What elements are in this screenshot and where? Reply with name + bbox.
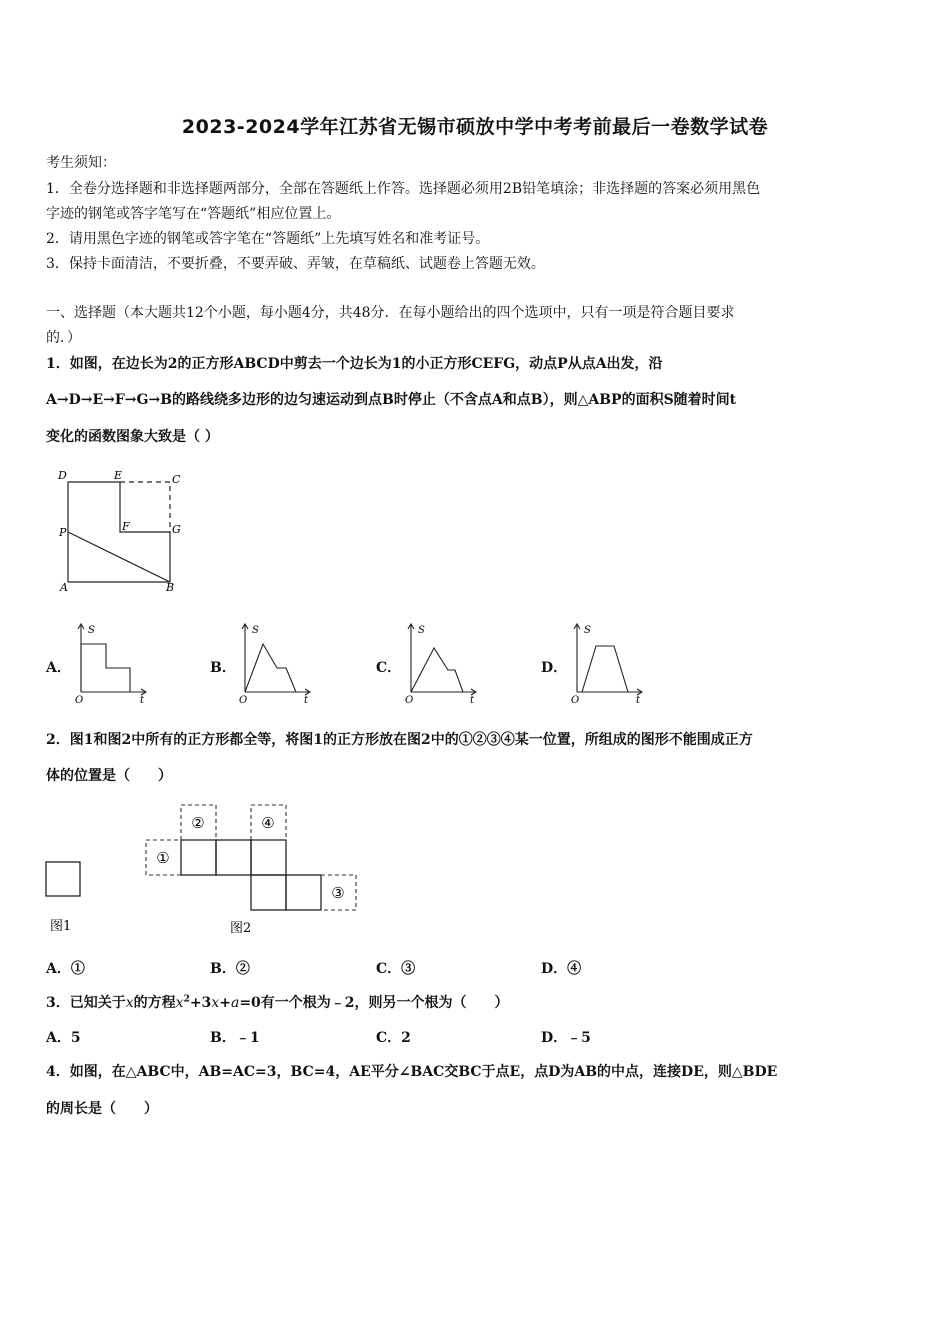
section-heading-cont: 的．） <box>46 330 81 346</box>
q1-graph-b <box>236 620 316 704</box>
graph-t-label: t <box>304 695 309 704</box>
q2-option-d[interactable]: D．④ <box>541 961 582 977</box>
position-3-label: ③ <box>331 884 345 902</box>
q1-graph-d <box>568 620 648 704</box>
graph-s-label: S <box>418 625 425 636</box>
q1-graph-c <box>402 620 482 704</box>
graph-t-label: t <box>140 695 145 704</box>
page-title: 2023-2024学年江苏省无锡市硕放中学中考考前最后一卷数学试卷 <box>181 116 769 138</box>
q1-text: 1．如图，在边长为2的正方形ABCD中剪去一个边长为1的小正方形CEFG，动点P从点A出发，沿 <box>46 356 663 372</box>
q2-figures <box>40 798 370 940</box>
q2-text: 体的位置是（ ） <box>46 768 172 784</box>
q1-option-a[interactable]: A． <box>46 660 71 676</box>
graph-origin-label: O <box>405 695 414 704</box>
q1-option-b[interactable]: B． <box>210 660 236 676</box>
graph-origin-label: O <box>75 695 84 704</box>
q2-text: 2．图1和图2中所有的正方形都全等，将图1的正方形放在图2中的①②③④某一位置，所组成的图形不能围成正方 <box>46 732 753 748</box>
graph-s-label: S <box>584 625 591 636</box>
graph-s-label: S <box>88 625 95 636</box>
label-f: F <box>122 520 130 533</box>
segment-pb <box>68 532 170 582</box>
notice-heading: 考生须知： <box>46 155 116 171</box>
q1-square-figure <box>54 462 194 597</box>
fig1-caption: 图1 <box>50 919 72 934</box>
q1-option-d[interactable]: D． <box>541 660 568 676</box>
label-b: B <box>166 581 175 594</box>
label-d: D <box>58 469 67 482</box>
q1-graph-a <box>72 620 152 704</box>
polygon-outline <box>68 482 170 582</box>
q2-option-c[interactable]: C．③ <box>376 961 416 977</box>
graph-t-label: t <box>470 695 475 704</box>
q1-option-c[interactable]: C． <box>376 660 402 676</box>
position-2-label: ② <box>191 814 205 832</box>
q3-text: 3．已知关于x的方程$x^2+3x+a=0$有一个根为﹣2，则另一个根为（ ） <box>46 994 509 1011</box>
graph-origin-label: O <box>239 695 248 704</box>
label-e: E <box>114 469 123 482</box>
q3-option-d[interactable]: D．﹣5 <box>541 1030 591 1046</box>
q3-option-b[interactable]: B．﹣1 <box>210 1030 260 1046</box>
notice-item: 3．保持卡面清洁，不要折叠，不要弄破、弄皱，在草稿纸、试题卷上答题无效。 <box>46 256 545 272</box>
graph-t-label: t <box>636 695 641 704</box>
q4-text: 的周长是（ ） <box>46 1101 158 1117</box>
fig2-caption: 图2 <box>230 921 252 936</box>
q4-text: 4．如图，在△ABC中，AB=AC=3，BC=4，AE平分∠BAC交BC于点E，点D为AB的中点，连接DE，则△BDE <box>46 1064 778 1080</box>
q3-option-a[interactable]: A．5 <box>46 1030 81 1046</box>
notice-item: 1．全卷分选择题和非选择题两部分，全部在答题纸上作答。选择题必须用2B铅笔填涂；非选择题的答案必须用黑色 <box>46 181 761 197</box>
position-4-label: ④ <box>261 814 275 832</box>
section-heading: 一、选择题（本大题共12个小题，每小题4分，共48分．在每小题给出的四个选项中，只有一项是符合题目要求 <box>46 305 735 321</box>
graph-origin-label: O <box>571 695 580 704</box>
q1-text: A→D→E→F→G→B的路线绕多边形的边匀速运动到点B时停止（不含点A和点B），则△ABP的面积S随着时间t <box>46 392 737 408</box>
q2-option-b[interactable]: B．② <box>210 961 250 977</box>
label-a: A <box>60 581 68 594</box>
q3-option-c[interactable]: C．2 <box>376 1030 411 1046</box>
notice-item: 2．请用黑色字迹的钢笔或答字笔在“答题纸”上先填写姓名和准考证号。 <box>46 231 490 247</box>
label-c: C <box>172 473 181 486</box>
notice-item: 字迹的钢笔或答字笔写在“答题纸”相应位置上。 <box>46 206 341 222</box>
q2-option-a[interactable]: A．① <box>46 961 85 977</box>
q1-text: 变化的函数图象大致是（ ） <box>46 429 219 445</box>
label-g: G <box>172 523 181 536</box>
graph-s-label: S <box>252 625 259 636</box>
fig1-square <box>46 862 80 896</box>
label-p: P <box>59 526 67 539</box>
position-1-label: ① <box>156 849 170 867</box>
